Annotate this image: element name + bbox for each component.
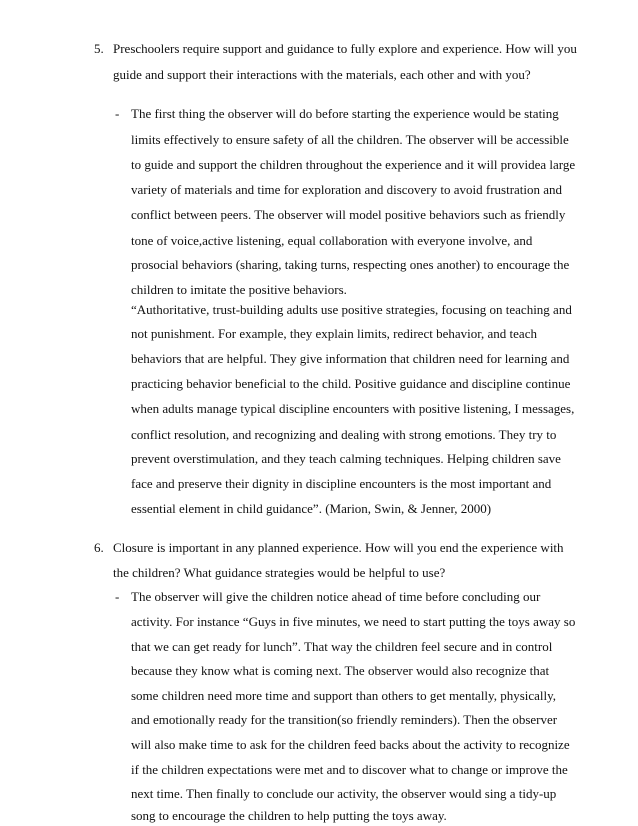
quote-line: “Authoritative, trust-building adults use positive strategies, focusing on teaching and [131, 301, 572, 317]
answer-5-line: to guide and support the children throughout the experience and it will providea large [131, 156, 576, 172]
answer-6-line: song to encourage the children to help putting the toys away. [131, 808, 447, 823]
answer-6-bullet: - [115, 589, 120, 605]
answer-6-line: and emotionally ready for the transition(so friendly reminders). Then the observer [131, 712, 558, 728]
answer-5-line: conflict between peers. The observer will model positive behaviors such as friendly [131, 206, 566, 222]
answer-5-line: variety of materials and time for exploration and discovery to avoid frustration and [131, 182, 563, 198]
quote-line: when adults manage typical discipline encounters with positive listening, I messages, [131, 401, 575, 417]
answer-6-line: activity. For instance “Guys in five minutes, we need to start putting the toys away so [131, 613, 576, 629]
question-6-line: Closure is important in any planned experience. How will you end the experience with [113, 539, 564, 555]
answer-5-line: limits effectively to ensure safety of all the children. The observer will be accessible [131, 132, 569, 148]
question-6-number: 6. [94, 539, 104, 555]
quote-line: practicing behavior beneficial to the child. Positive guidance and discipline continue [131, 376, 571, 392]
answer-6-line: will also make time to ask for the children feed backs about the activity to recognize [131, 737, 570, 753]
answer-5-line: prosocial behaviors (sharing, taking turns, respecting ones another) to encourage the [131, 257, 570, 273]
answer-6-line: if the children expectations were met and to discover what to change or improve the [131, 761, 568, 777]
quote-citation-line: essential element in child guidance”. (Marion, Swin, & Jenner, 2000) [131, 500, 492, 516]
answer-5-bullet: - [115, 106, 120, 122]
quote-line: behaviors that are helpful. They give information that children need for learning and [131, 350, 570, 366]
answer-6-line: some children need more time and support than others to get mentally, physically, [131, 687, 557, 703]
question-5-line: guide and support their interactions with the materials, each other and with you? [113, 67, 531, 82]
quote-line: face and preserve their dignity in discipline encounters is the most important and [131, 475, 552, 491]
answer-5-line: The first thing the observer will do before starting the experience would be stating [131, 106, 559, 122]
quote-line: conflict resolution, and recognizing and dealing with strong emotions. They try to [131, 426, 557, 442]
answer-6-line: The observer will give the children notice ahead of time before concluding our [131, 589, 541, 605]
question-5-number: 5. [94, 41, 104, 57]
answer-6-line: because they know what is coming next. The observer would also recognize that [131, 663, 550, 679]
question-6-line: the children? What guidance strategies would be helpful to use? [113, 564, 446, 580]
answer-5-line: tone of voice,active listening, equal collaboration with everyone involve, and [131, 232, 533, 248]
quote-line: prevent overstimulation, and they teach calming techniques. Helping children save [131, 451, 561, 467]
quote-line: not punishment. For example, they explain limits, redirect behavior, and teach [131, 326, 537, 342]
answer-5-line: children to imitate the positive behaviors. [131, 281, 347, 297]
answer-6-line: that we can get ready for lunch”. That way the children feel secure and in control [131, 638, 553, 654]
question-5-line: Preschoolers require support and guidance to fully explore and experience. How will you [113, 41, 577, 57]
answer-6-line: next time. Then finally to conclude our activity, the observer would sing a tidy-up [131, 786, 557, 802]
